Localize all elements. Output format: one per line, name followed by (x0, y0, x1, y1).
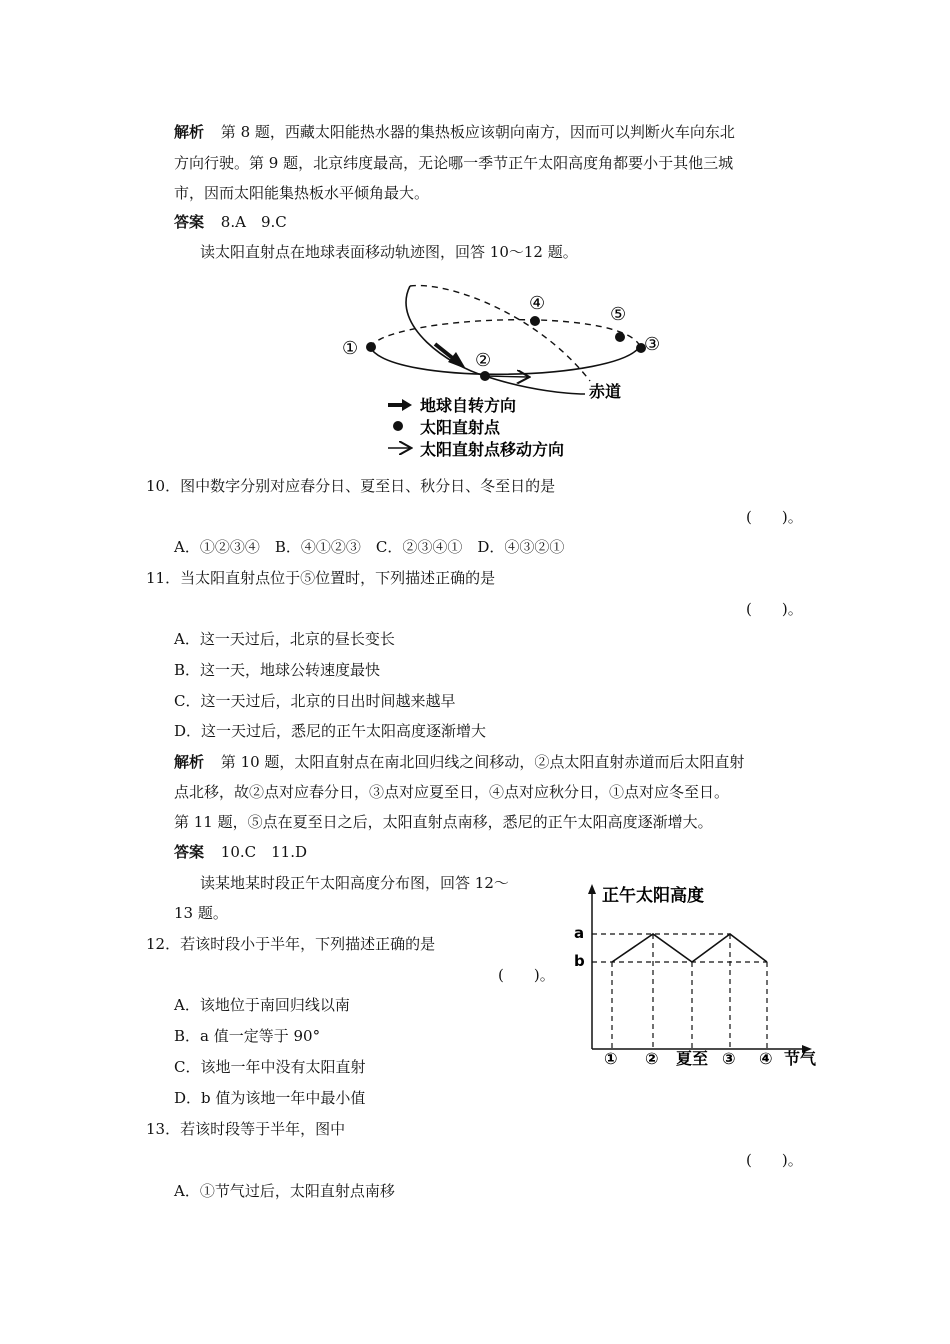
point-4-label: ④ (529, 293, 546, 314)
chart-title: 正午太阳高度 (602, 886, 704, 906)
equator-label: 赤道 (589, 382, 622, 401)
noon-sun-altitude-chart (560, 880, 830, 1080)
x-tick-1: ① (604, 1049, 618, 1068)
intro-10-12: 读太阳直射点在地球表面移动轨迹图，回答 10～12 题。 (200, 243, 578, 261)
q12-option-b: B．a 值一定等于 90° (174, 1027, 321, 1045)
q10-answer-blank: ( )。 (746, 508, 803, 526)
x-tick-3: 夏至 (676, 1049, 709, 1068)
analysis-2-line-3: 第 11 题，⑤点在夏至日之后，太阳直射点南移，悉尼的正午太阳高度逐渐增大。 (174, 813, 713, 831)
q12-stem: 12．若该时段小于半年，下列描述正确的是 (146, 935, 436, 953)
x-axis-label: 节气 (784, 1049, 817, 1068)
subsolar-move-arrow (485, 376, 528, 377)
q11-answer-blank: ( )。 (746, 600, 803, 618)
altitude-line (612, 934, 767, 962)
legend-move-text: 太阳直射点移动方向 (420, 440, 565, 459)
legend-rotation-arrowhead-icon (402, 399, 412, 411)
intro-12-13-line-1: 读某地某时段正午太阳高度分布图，回答 12～ (200, 874, 509, 892)
answer-1: 答案 8.A 9.C (174, 213, 287, 231)
y-tick-a: a (574, 924, 585, 942)
point-1-dot (366, 342, 376, 352)
point-2-label: ② (475, 350, 492, 371)
analysis-2-line-2: 点北移，故②点对应春分日，③点对应夏至日，④点对应秋分日，①点对应冬至日。 (174, 783, 730, 801)
analysis-1-line-2: 方向行驶。第 9 题，北京纬度最高，无论哪一季节正午太阳高度角都要小于其他三城 (174, 154, 734, 172)
orbit-back-dashed (370, 320, 640, 347)
q11-stem: 11．当太阳直射点位于⑤位置时，下列描述正确的是 (146, 569, 496, 587)
answer-label: 答案 (174, 213, 205, 231)
x-tick-5: ④ (759, 1049, 773, 1068)
answer-label: 答案 (174, 843, 205, 861)
q12-option-a: A．该地位于南回归线以南 (174, 996, 350, 1014)
q11-option-d: D．这一天过后，悉尼的正午太阳高度逐渐增大 (174, 722, 487, 740)
intro-12-13-line-2: 13 题。 (174, 904, 228, 922)
analysis-1-line-3: 市，因而太阳能集热板水平倾角最大。 (174, 184, 430, 202)
analysis-2-line-1: 解析 第 10 题，太阳直射点在南北回归线之间移动，②点太阳直射赤道而后太阳直射 (174, 753, 745, 771)
rotation-arc (406, 286, 585, 394)
legend-rotation-text: 地球自转方向 (420, 396, 517, 415)
q10-stem: 10．图中数字分别对应春分日、夏至日、秋分日、冬至日的是 (146, 477, 556, 495)
q12-option-d: D．b 值为该地一年中最小值 (174, 1089, 366, 1107)
point-5-dot (615, 332, 625, 342)
q11-option-a: A．这一天过后，北京的昼长变长 (174, 630, 395, 648)
q12-option-c: C．该地一年中没有太阳直射 (174, 1058, 366, 1076)
point-3-label: ③ (644, 334, 661, 355)
q11-option-b: B．这一天，地球公转速度最快 (174, 661, 381, 679)
q13-option-a: A．①节气过后，太阳直射点南移 (174, 1182, 395, 1200)
answer-2: 答案 10.C 11.D (174, 843, 308, 861)
point-2-dot (480, 371, 490, 381)
q13-answer-blank: ( )。 (746, 1151, 803, 1169)
analysis-label: 解析 (174, 753, 205, 771)
point-1-label: ① (342, 338, 359, 359)
x-tick-2: ② (645, 1049, 659, 1068)
legend-dot-text: 太阳直射点 (420, 418, 501, 437)
y-tick-b: b (574, 952, 585, 970)
point-5-label: ⑤ (610, 304, 627, 325)
analysis-1-line-1: 解析 第 8 题，西藏太阳能热水器的集热板应该朝向南方，因而可以判断火车向东北 (174, 123, 735, 141)
analysis-label: 解析 (174, 123, 205, 141)
q10-options: A．①②③④ B．④①②③ C．②③④① D．④③②① (174, 538, 565, 556)
q12-answer-blank: ( )。 (498, 966, 555, 984)
x-tick-4: ③ (722, 1049, 736, 1068)
subsolar-trajectory-figure (330, 276, 680, 466)
legend-dot-icon (393, 421, 403, 431)
q13-stem: 13．若该时段等于半年，图中 (146, 1120, 346, 1138)
y-axis-arrow-icon (588, 884, 596, 894)
q11-option-c: C．这一天过后，北京的日出时间越来越早 (174, 692, 456, 710)
point-4-dot (530, 316, 540, 326)
rotation-arc-dashed (410, 286, 590, 381)
orbit-front-solid (370, 346, 640, 374)
